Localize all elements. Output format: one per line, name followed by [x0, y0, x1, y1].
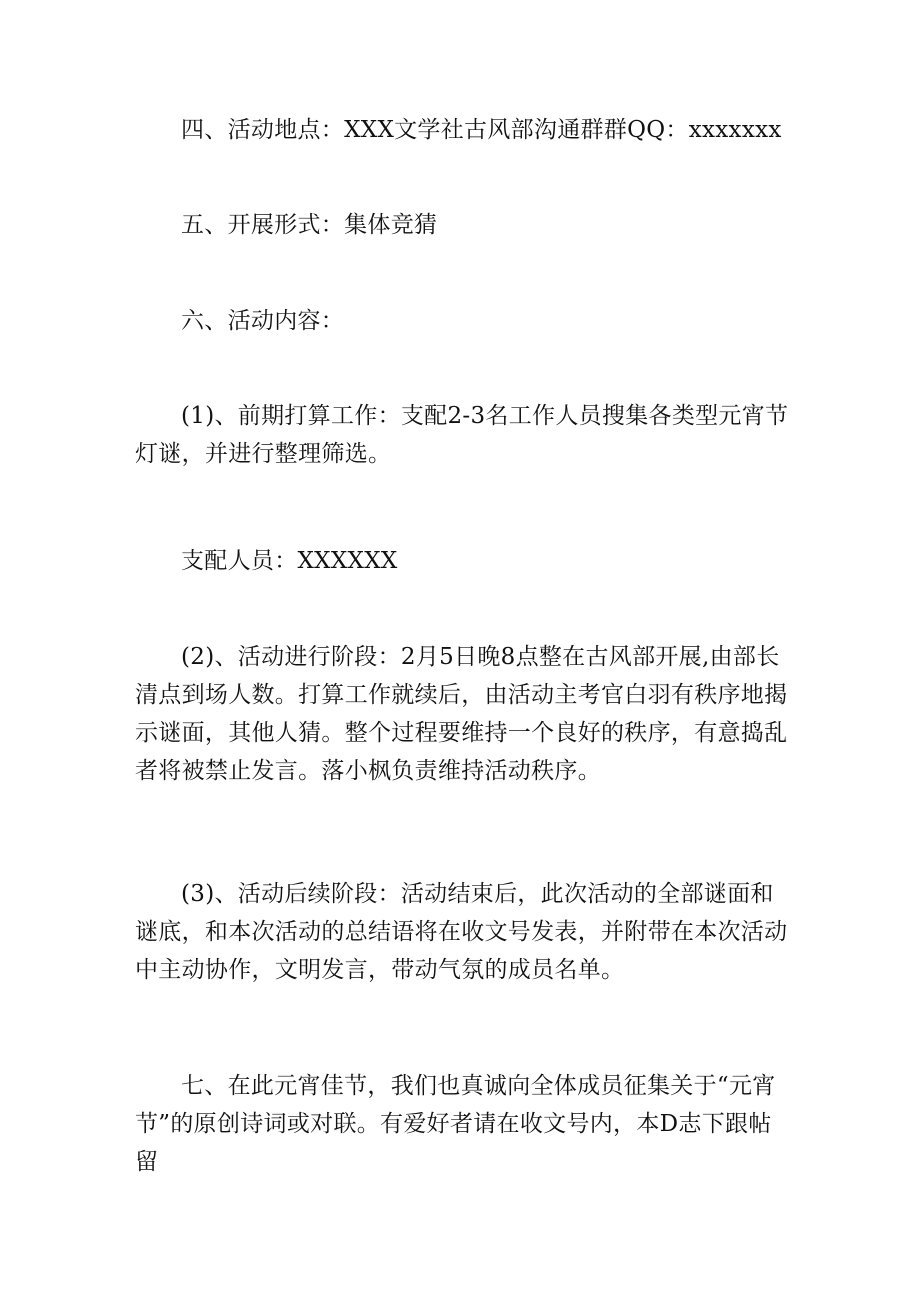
paragraph-activity-content-heading: 六、活动内容： [181, 308, 345, 334]
paragraph-in-progress-stage: (2)、活动进行阶段：2月5日晚8点整在古风部开展,由部长清点到场人数。打算工作就续后，由活动主考官白羽有秩序地揭示谜面，其他人猜。整个过程要维持一个良好的秩序，有意捣乱者将被禁止发言。落小枫负责维持活动秩序。 [135, 644, 788, 784]
paragraph-activity-format: 五、开展形式：集体竞猜 [181, 212, 438, 238]
paragraph-assigned-staff: 支配人员：XXXXXX [181, 548, 398, 574]
paragraph-poem-collection: 七、在此元宵佳节，我们也真诚向全体成员征集关于“元宵节”的原创诗词或对联。有爱好者请在收文号内，本D志下跟帖留 [135, 1073, 776, 1175]
paragraph-preparation-stage: (1)、前期打算工作：支配2-3名工作人员搜集各类型元宵节灯谜，并进行整理筛选。 [135, 403, 789, 467]
paragraph-activity-location: 四、活动地点：XXX文学社古风部沟通群群QQ：xxxxxxx [181, 117, 782, 143]
paragraph-follow-up-stage: (3)、活动后续阶段：活动结束后，此次活动的全部谜面和谜底，和本次活动的总结语将在收文号发表，并附带在本次活动中主动协作，文明发言，带动气氛的成员名单。 [135, 881, 788, 983]
